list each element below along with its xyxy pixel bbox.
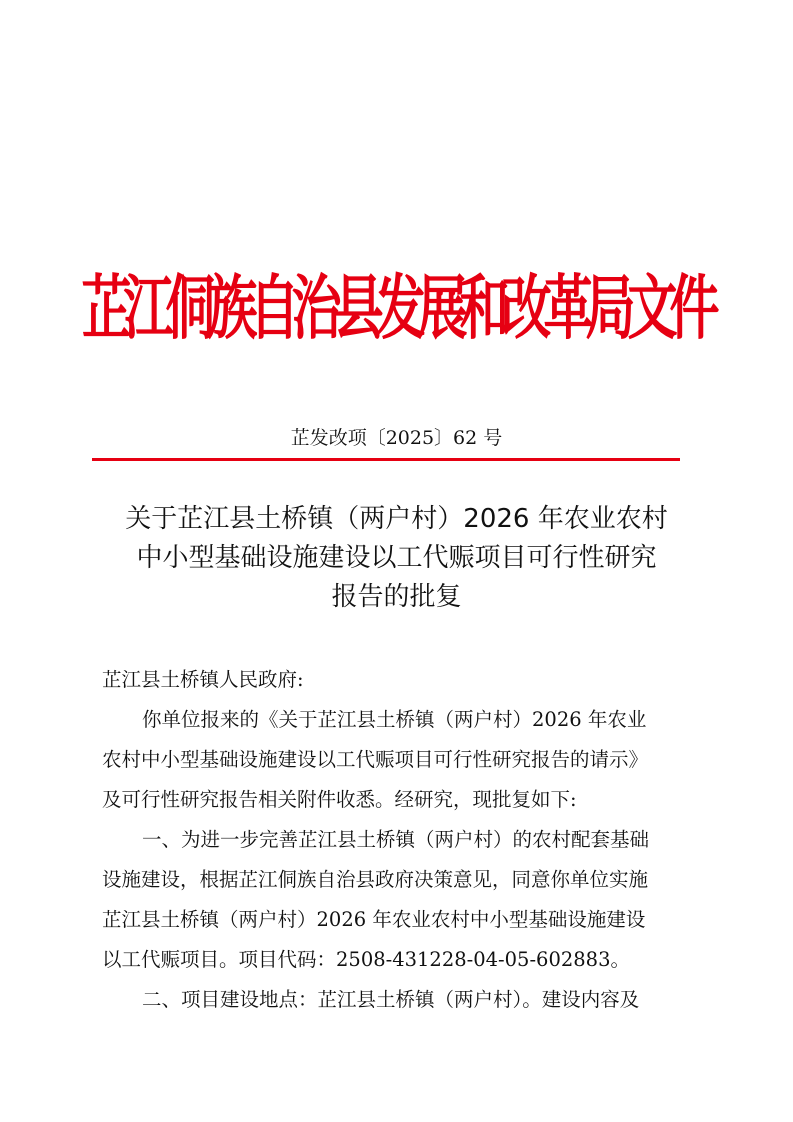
document-title-line: 关于芷江县土桥镇（两户村）2026 年农业农村 — [125, 504, 668, 534]
document-title — [0, 500, 793, 617]
body-line: 你单位报来的《关于芷江县土桥镇（两户村）2026 年农业 — [142, 708, 647, 731]
body-line: 农村中小型基础设施建设以工代赈项目可行性研究报告的请示》 — [102, 748, 649, 771]
document-title-line: 中小型基础设施建设以工代赈项目可行性研究 — [136, 543, 657, 573]
document-title-line: 报告的批复 — [331, 582, 462, 612]
document-body — [102, 660, 694, 1020]
document-number: 芷发改项〔2025〕62 号 — [290, 427, 503, 449]
body-line: 二、项目建设地点：芷江县土桥镇（两户村）。建设内容及 — [142, 988, 640, 1011]
body-line: 芷江县土桥镇（两户村）2026 年农业农村中小型基础设施建设 — [102, 908, 646, 931]
body-line: 设施建设，根据芷江侗族自治县政府决策意见，同意你单位实施 — [102, 868, 649, 891]
red-separator-rule — [92, 458, 680, 461]
body-line: 及可行性研究报告相关附件收悉。经研究，现批复如下: — [102, 788, 577, 811]
body-line: 以工代赈项目。项目代码：2508-431228-04-05-602883。 — [102, 948, 630, 971]
issuing-authority-header: 芷江侗族自治县发展和改革局文件 — [81, 266, 712, 349]
addressee: 芷江县土桥镇人民政府: — [102, 668, 304, 691]
body-line: 一、为进一步完善芷江县土桥镇（两户村）的农村配套基础 — [142, 828, 650, 851]
